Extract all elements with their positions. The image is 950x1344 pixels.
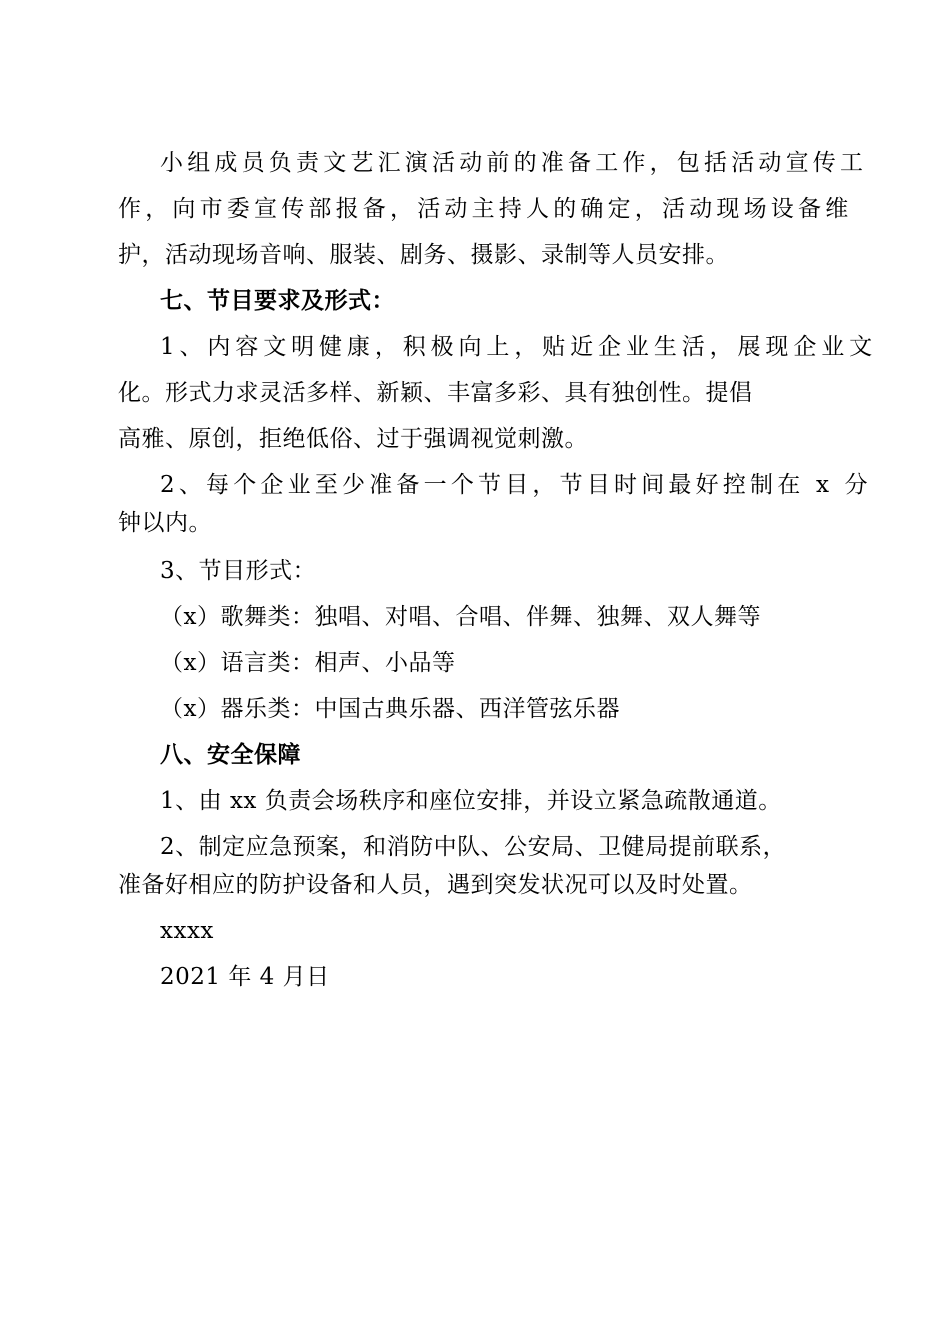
paragraph-line: 1、由 xx 负责会场秩序和座位安排，并设立紧急疏散通道。 bbox=[160, 788, 782, 814]
paragraph-line: 2、制定应急预案，和消防中队、公安局、卫健局提前联系， bbox=[160, 834, 787, 860]
signature-date: 2021 年 4 月日 bbox=[160, 964, 330, 990]
paragraph-line: 2、每个企业至少准备一个节目，节目时间最好控制在 x 分 bbox=[160, 472, 872, 498]
paragraph-line: 1、内容文明健康，积极向上，贴近企业生活，展现企业文 bbox=[160, 334, 878, 360]
paragraph-line: 高雅、原创，拒绝低俗、过于强调视觉刺激。 bbox=[118, 426, 588, 452]
paragraph-line: 化。形式力求灵活多样、新颖、丰富多彩、具有独创性。提倡 bbox=[118, 380, 753, 406]
paragraph-line: 3、节目形式： bbox=[160, 558, 317, 584]
paragraph-line: 作，向市委宣传部报备，活动主持人的确定，活动现场设备维 bbox=[118, 196, 853, 222]
list-item: （x）器乐类：中国古典乐器、西洋管弦乐器 bbox=[160, 696, 620, 722]
section-heading-8: 八、安全保障 bbox=[160, 741, 301, 768]
list-item: （x）歌舞类：独唱、对唱、合唱、伴舞、独舞、双人舞等 bbox=[160, 604, 761, 630]
paragraph-line: 小组成员负责文艺汇演活动前的准备工作，包括活动宣传工 bbox=[160, 150, 868, 176]
signature-organization: xxxx bbox=[160, 918, 214, 944]
paragraph-line: 护，活动现场音响、服装、剧务、摄影、录制等人员安排。 bbox=[118, 242, 729, 268]
list-item: （x）语言类：相声、小品等 bbox=[160, 650, 456, 676]
paragraph-line: 钟以内。 bbox=[118, 510, 212, 536]
section-heading-7: 七、节目要求及形式： bbox=[160, 287, 395, 314]
paragraph-line: 准备好相应的防护设备和人员，遇到突发状况可以及时处置。 bbox=[118, 872, 753, 898]
